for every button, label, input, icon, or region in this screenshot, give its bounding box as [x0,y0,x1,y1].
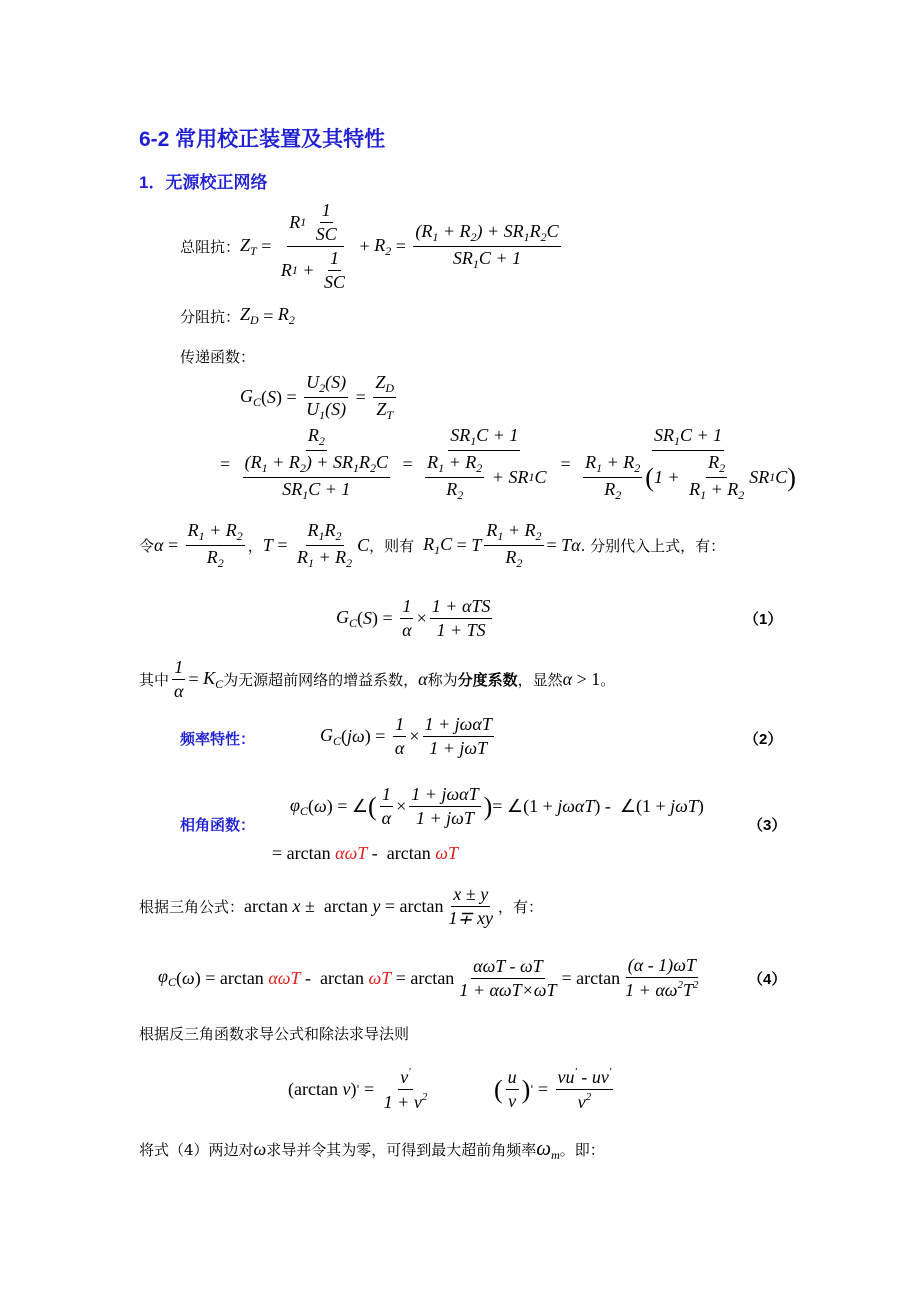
equation-number-1: （1） [744,611,783,628]
division-coeff-text: 分度系数 [457,671,518,689]
called-text: 称为 [427,671,458,689]
trig-formula-sentence: 根据三角公式： arctan x ± arctan y = arctan $\frac{x \pm y}{1\mp xy}$ ，有： [139,884,544,928]
equation-number-2: （2） [744,731,783,748]
equation-3: $\varphi_C$ ( ω ) = ∠ ( $\frac{1}{\alpha}$ × $\frac{\text{1 + jωαT}}{\text{1 + jωT}}$ ) = ∠(1 + jωαT ) - ∠(1 + jωT ) [290,784,704,828]
alpha-definition: 令 α = $\frac{R_1 + R_2}{R_2}$ ， T = $\frac{R_1R_2}{R_1 + R_2}$ C ，则有 $R_1C$ = T $\frac{R_1 + R_2}{R_2}$ = Tα . 分别代入上式，有： [139,520,726,570]
final-text-b: 求导并令其为零，可得到最大超前角频率 [266,1141,537,1159]
then-text: ，则有 [369,537,415,555]
phase-func-label: 相角函数： [180,816,256,834]
transfer-ratio-equation: $G_C$ ( S ) = $\frac{U_2(S)}{U_1(S)}$ = $\frac{Z_D}{Z_T}$ [240,372,395,422]
transfer-function-label: 传递函数： [180,348,256,366]
quotient-derivative-formula: ( $\frac{u}{v}$ ) ' = $\frac{vu' - uv'}{v^2}$ [494,1066,612,1112]
derivative-rule-text: 根据反三角函数求导公式和除法求导法则 [139,1025,410,1043]
equation-3-arctan: = arctan αωT - arctan ωT [272,843,458,863]
total-impedance-label: 总阻抗： [180,238,241,256]
equation-number-4: （4） [748,971,787,988]
partial-impedance-label: 分阻抗： [180,307,241,326]
total-impedance-equation: 总阻抗： $Z_T$ = R 1 $\frac{1}{SC}$ R 1 + $\frac{1}{SC}$ + $R_2$ = $\frac{(R_1 + R_2) + SR_1R_2C}{SR_1C + 1}$ [180,200,559,292]
final-sentence: 将式（4）两边对 ω 求导并令其为零，可得到最大超前角频率 $\omega_m$ 。即： [139,1136,605,1162]
equation-number-3: （3） [748,817,787,834]
freq-char-label: 频率特性： [180,730,256,748]
obviously-text: ，显然 [517,671,563,689]
where-text: 其中 [139,671,170,689]
arctan-derivative-formula: (arctan v ) ' = $\frac{v'}{1 + v^2}$ [288,1066,428,1112]
equation-2: $G_C$ ( jω ) = $\frac{1}{\alpha}$ × $\frac{\text{1 + jωαT}}{\text{1 + jωT}}$ [320,714,492,758]
final-text-c: 。即： [559,1141,605,1159]
gain-text: 为无源超前网络的增益系数， [223,671,419,689]
equation-4: $\varphi_C$ ( ω ) = arctan αωT - arctan ωT = arctan $\frac{\text{αωT - ωT}}{\text{1 + αωT×ωT}}$ = arctan $\frac{(\alpha - 1)\omega T}{1 + \alpha\omega^2T^2}$ [158,955,699,1000]
equation-1: $G_C$ ( S ) = $\frac{1}{\alpha}$ × $\frac{\text{1 + αTS}}{1 + TS}$ [336,596,491,640]
have-text: ，有： [498,898,544,916]
zt-fraction: R 1 $\frac{1}{SC}$ R 1 + $\frac{1}{SC}$ [280,200,346,292]
trig-text: 根据三角公式： [139,898,245,916]
let-text: 令 [139,537,155,555]
final-text-a: 将式（4）两边对 [139,1141,254,1159]
subsection-title: 1．无源校正网络 [139,173,268,192]
substitute-text: . 分别代入上式，有： [580,537,726,555]
partial-impedance-equation: 分阻抗： $Z_D$ = $R_2$ [180,304,295,327]
section-title: 6-2 常用校正装置及其特性 [139,128,386,151]
gain-coefficient-sentence: 其中 $\frac{1}{\alpha}$ = $K_C$ 为无源超前网络的增益系数， α 称为 分度系数 ，显然 α > 1 。 [139,657,616,701]
transfer-expansion-equation: = $\frac{R_2}{\frac{(R_1 + R_2) + SR_1R_2C}{SR_1C + 1}}$ = $SR_1C + 1$ $\frac{R_1 + R_2}{R_2}$ + SR 1 C = $SR_1C + 1$ $\frac{R_1 + R_2}{R_2}$ ( 1 + $\frac{R_2}{R_1 + R_2}$ SR 1 C ) [220,425,796,502]
